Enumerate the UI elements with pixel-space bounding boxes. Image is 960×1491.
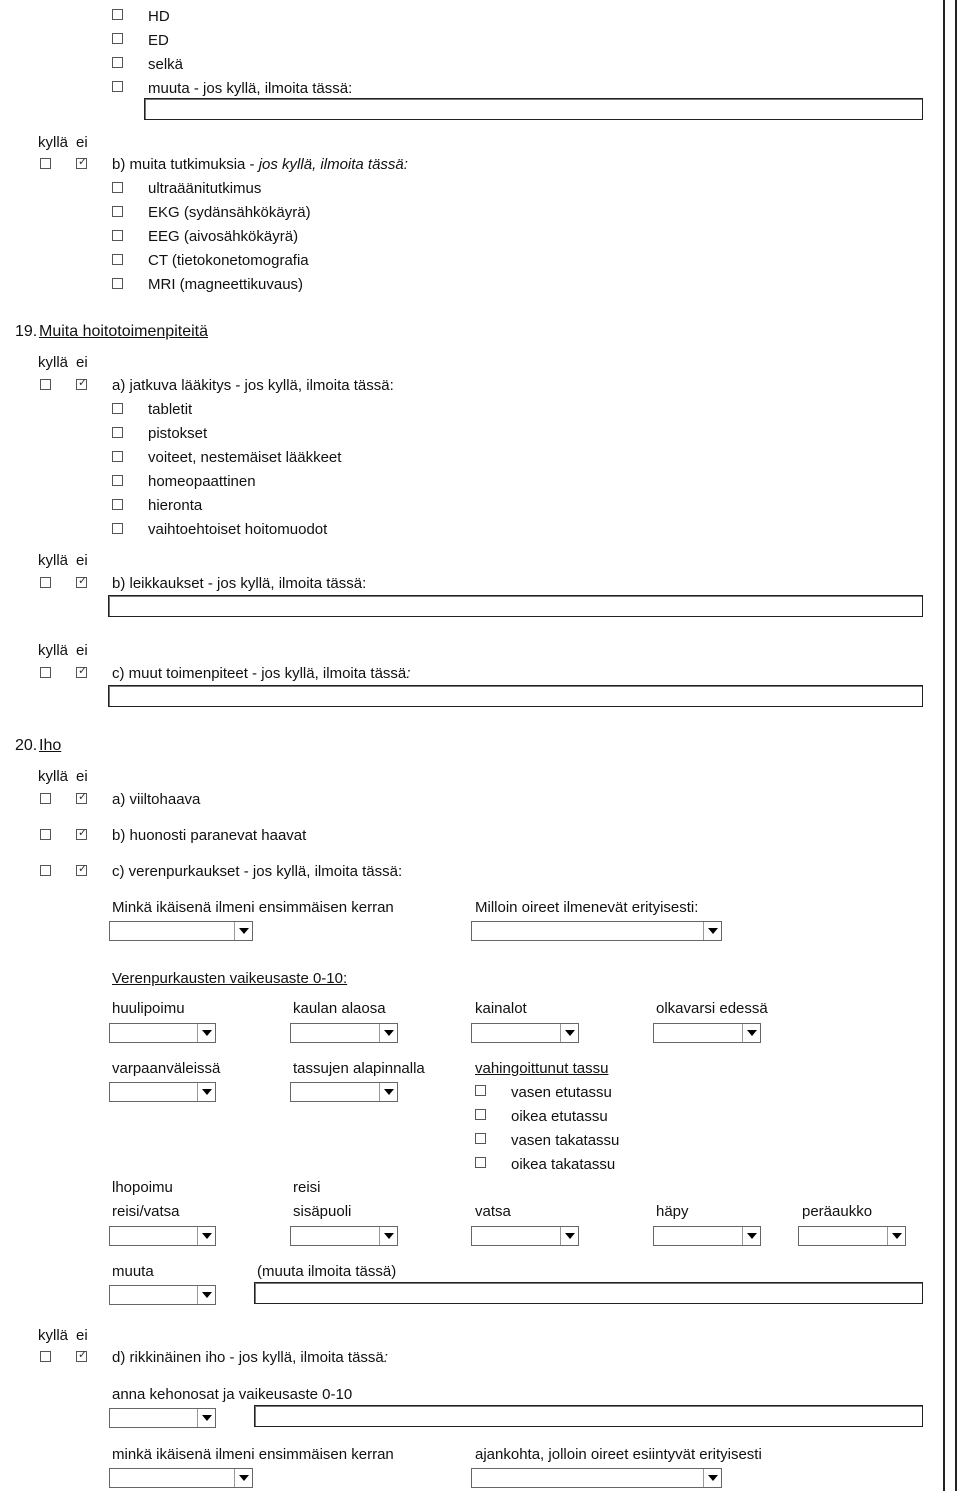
right-front-paw-label: oikea etutassu [511, 1108, 608, 1125]
anus-label: peräaukko [802, 1203, 873, 1220]
ed-checkbox[interactable] [112, 33, 123, 44]
right-border-outer [955, 0, 957, 1491]
ct-checkbox[interactable] [112, 254, 123, 265]
alternative-label: vaihtoehtoiset hoitomuodot [148, 521, 328, 538]
neck-label: kaulan alaosa [293, 1000, 386, 1017]
tablets-checkbox[interactable] [112, 403, 123, 414]
yes-header: kyllä [38, 642, 69, 659]
no-header: ei [76, 134, 88, 151]
mri-label: MRI (magneettikuvaus) [148, 276, 304, 293]
selka-label: selkä [148, 56, 184, 73]
no-header: ei [76, 642, 88, 659]
q18b-no-checkbox[interactable] [76, 158, 87, 169]
mri-checkbox[interactable] [112, 278, 123, 289]
no-header: ei [76, 1327, 88, 1344]
alternative-checkbox[interactable] [112, 523, 123, 534]
when-select-2[interactable] [471, 1468, 722, 1488]
eeg-checkbox[interactable] [112, 230, 123, 241]
ultrasound-checkbox[interactable] [112, 182, 123, 193]
yes-header: kyllä [38, 768, 69, 785]
armpits-label: kainalot [475, 1000, 527, 1017]
section-20-title: Iho [39, 737, 62, 754]
injections-checkbox[interactable] [112, 427, 123, 438]
lip-fold-label: huulipoimu [112, 1000, 185, 1017]
ed-label: ED [148, 32, 169, 49]
armpits-select[interactable] [471, 1023, 579, 1043]
other-skin-note: (muuta ilmoita tässä) [257, 1263, 397, 1280]
first-age-label: Minkä ikäisenä ilmeni ensimmäisen kerran [112, 899, 394, 916]
lip-fold-select[interactable] [109, 1023, 216, 1043]
body-parts-select[interactable] [109, 1408, 216, 1428]
belly-label: vatsa [475, 1203, 511, 1220]
yes-header: kyllä [38, 552, 69, 569]
q20d-question: d) rikkinäinen iho - jos kyllä, ilmoita tässä: [112, 1349, 388, 1366]
q19c-input[interactable] [108, 685, 923, 707]
other-skin-input[interactable] [254, 1282, 923, 1304]
q18b-question: b) muita tutkimuksia - jos kyllä, ilmoita tässä: [112, 156, 408, 173]
groin-select[interactable] [109, 1226, 216, 1246]
left-hind-paw-label: vasen takatassu [511, 1132, 620, 1149]
yes-header: kyllä [38, 134, 69, 151]
homeopathic-checkbox[interactable] [112, 475, 123, 486]
q19b-question: b) leikkaukset - jos kyllä, ilmoita tässä: [112, 575, 367, 592]
no-header: ei [76, 354, 88, 371]
q20c-no-checkbox[interactable] [76, 865, 87, 876]
q19a-no-checkbox[interactable] [76, 379, 87, 390]
other-input[interactable] [144, 98, 923, 120]
chevron-down-icon [379, 1024, 397, 1042]
hd-checkbox[interactable] [112, 9, 123, 20]
paw-pads-select[interactable] [290, 1082, 398, 1102]
q19b-input[interactable] [108, 595, 923, 617]
ointments-label: voiteet, nestemäiset lääkkeet [148, 449, 342, 466]
other-skin-select[interactable] [109, 1285, 216, 1305]
chevron-down-icon [197, 1083, 215, 1101]
body-parts-label: anna kehonosat ja vaikeusaste 0-10 [112, 1386, 353, 1403]
chevron-down-icon [887, 1227, 905, 1245]
q19c-no-checkbox[interactable] [76, 667, 87, 678]
q19c-question: c) muut toimenpiteet - jos kyllä, ilmoita tässä: [112, 665, 411, 682]
other-checkbox[interactable] [112, 81, 123, 92]
q18b-yes-checkbox[interactable] [40, 158, 51, 169]
right-hind-paw-label: oikea takatassu [511, 1156, 616, 1173]
paw-pads-label: tassujen alapinnalla [293, 1060, 425, 1077]
neck-select[interactable] [290, 1023, 398, 1043]
body-parts-input[interactable] [254, 1405, 923, 1427]
injured-paw-title: vahingoittunut tassu [475, 1060, 609, 1077]
chevron-down-icon [703, 1469, 721, 1487]
homeopathic-label: homeopaattinen [148, 473, 256, 490]
chevron-down-icon [197, 1409, 215, 1427]
belly-select[interactable] [471, 1226, 579, 1246]
ointments-checkbox[interactable] [112, 451, 123, 462]
q19c-yes-checkbox[interactable] [40, 667, 51, 678]
vulva-select[interactable] [653, 1226, 761, 1246]
right-hind-paw-checkbox[interactable] [475, 1157, 486, 1168]
hd-label: HD [148, 8, 170, 25]
q20d-yes-checkbox[interactable] [40, 1351, 51, 1362]
yes-header: kyllä [38, 1327, 69, 1344]
q20b-no-checkbox[interactable] [76, 829, 87, 840]
other-label: muuta - jos kyllä, ilmoita tässä: [148, 80, 353, 97]
q19a-question: a) jatkuva lääkitys - jos kyllä, ilmoita tässä: [112, 377, 394, 394]
no-header: ei [76, 552, 88, 569]
when-select[interactable] [471, 921, 722, 941]
ekg-label: EKG (sydänsähkökäyrä) [148, 204, 311, 221]
between-toes-select[interactable] [109, 1082, 216, 1102]
other-skin-label: muuta [112, 1263, 154, 1280]
severity-title: Verenpurkausten vaikeusaste 0-10: [112, 970, 348, 987]
groin-label-2: reisi/vatsa [112, 1203, 180, 1220]
chevron-down-icon [560, 1024, 578, 1042]
massage-checkbox[interactable] [112, 499, 123, 510]
when-label: Milloin oireet ilmenevät erityisesti: [475, 899, 699, 916]
section-19-number: 19. [15, 323, 38, 340]
chevron-down-icon [742, 1024, 760, 1042]
q20c-yes-checkbox[interactable] [40, 865, 51, 876]
chevron-down-icon [379, 1083, 397, 1101]
vulva-label: häpy [656, 1203, 689, 1220]
first-age-select-2[interactable] [109, 1468, 253, 1488]
groin-label: lhopoimu [112, 1179, 173, 1196]
thigh-label-2: sisäpuoli [293, 1203, 352, 1220]
q20d-no-checkbox[interactable] [76, 1351, 87, 1362]
injections-label: pistokset [148, 425, 208, 442]
upper-arm-label: olkavarsi edessä [656, 1000, 768, 1017]
chevron-down-icon [234, 922, 252, 940]
q20a-yes-checkbox[interactable] [40, 793, 51, 804]
section-20-number: 20. [15, 737, 38, 754]
first-age-select[interactable] [109, 921, 253, 941]
chevron-down-icon [703, 922, 721, 940]
ct-label: CT (tietokonetomografia [148, 252, 309, 269]
ekg-checkbox[interactable] [112, 206, 123, 217]
q20b-question: b) huonosti paranevat haavat [112, 827, 307, 844]
upper-arm-select[interactable] [653, 1023, 761, 1043]
q20c-question: c) verenpurkaukset - jos kyllä, ilmoita tässä: [112, 863, 403, 880]
q19a-yes-checkbox[interactable] [40, 379, 51, 390]
no-header: ei [76, 768, 88, 785]
q20b-yes-checkbox[interactable] [40, 829, 51, 840]
selka-checkbox[interactable] [112, 57, 123, 68]
right-border [943, 0, 945, 1491]
section-19-title: Muita hoitotoimenpiteitä [39, 323, 208, 340]
ultrasound-label: ultraäänitutkimus [148, 180, 262, 197]
q20a-question: a) viiltohaava [112, 791, 201, 808]
q19b-yes-checkbox[interactable] [40, 577, 51, 588]
right-front-paw-checkbox[interactable] [475, 1109, 486, 1120]
between-toes-label: varpaanväleissä [112, 1060, 221, 1077]
chevron-down-icon [197, 1286, 215, 1304]
chevron-down-icon [234, 1469, 252, 1487]
chevron-down-icon [197, 1227, 215, 1245]
left-front-paw-label: vasen etutassu [511, 1084, 612, 1101]
anus-select[interactable] [798, 1226, 906, 1246]
thigh-select[interactable] [290, 1226, 398, 1246]
massage-label: hieronta [148, 497, 203, 514]
q20a-no-checkbox[interactable] [76, 793, 87, 804]
chevron-down-icon [379, 1227, 397, 1245]
first-age-label-2: minkä ikäisenä ilmeni ensimmäisen kerran [112, 1446, 394, 1463]
chevron-down-icon [197, 1024, 215, 1042]
left-hind-paw-checkbox[interactable] [475, 1133, 486, 1144]
yes-header: kyllä [38, 354, 69, 371]
eeg-label: EEG (aivosähkökäyrä) [148, 228, 299, 245]
chevron-down-icon [742, 1227, 760, 1245]
left-front-paw-checkbox[interactable] [475, 1085, 486, 1096]
when-label-2: ajankohta, jolloin oireet esiintyvät erityisesti [475, 1446, 762, 1463]
chevron-down-icon [560, 1227, 578, 1245]
thigh-label: reisi [293, 1179, 321, 1196]
tablets-label: tabletit [148, 401, 193, 418]
q19b-no-checkbox[interactable] [76, 577, 87, 588]
